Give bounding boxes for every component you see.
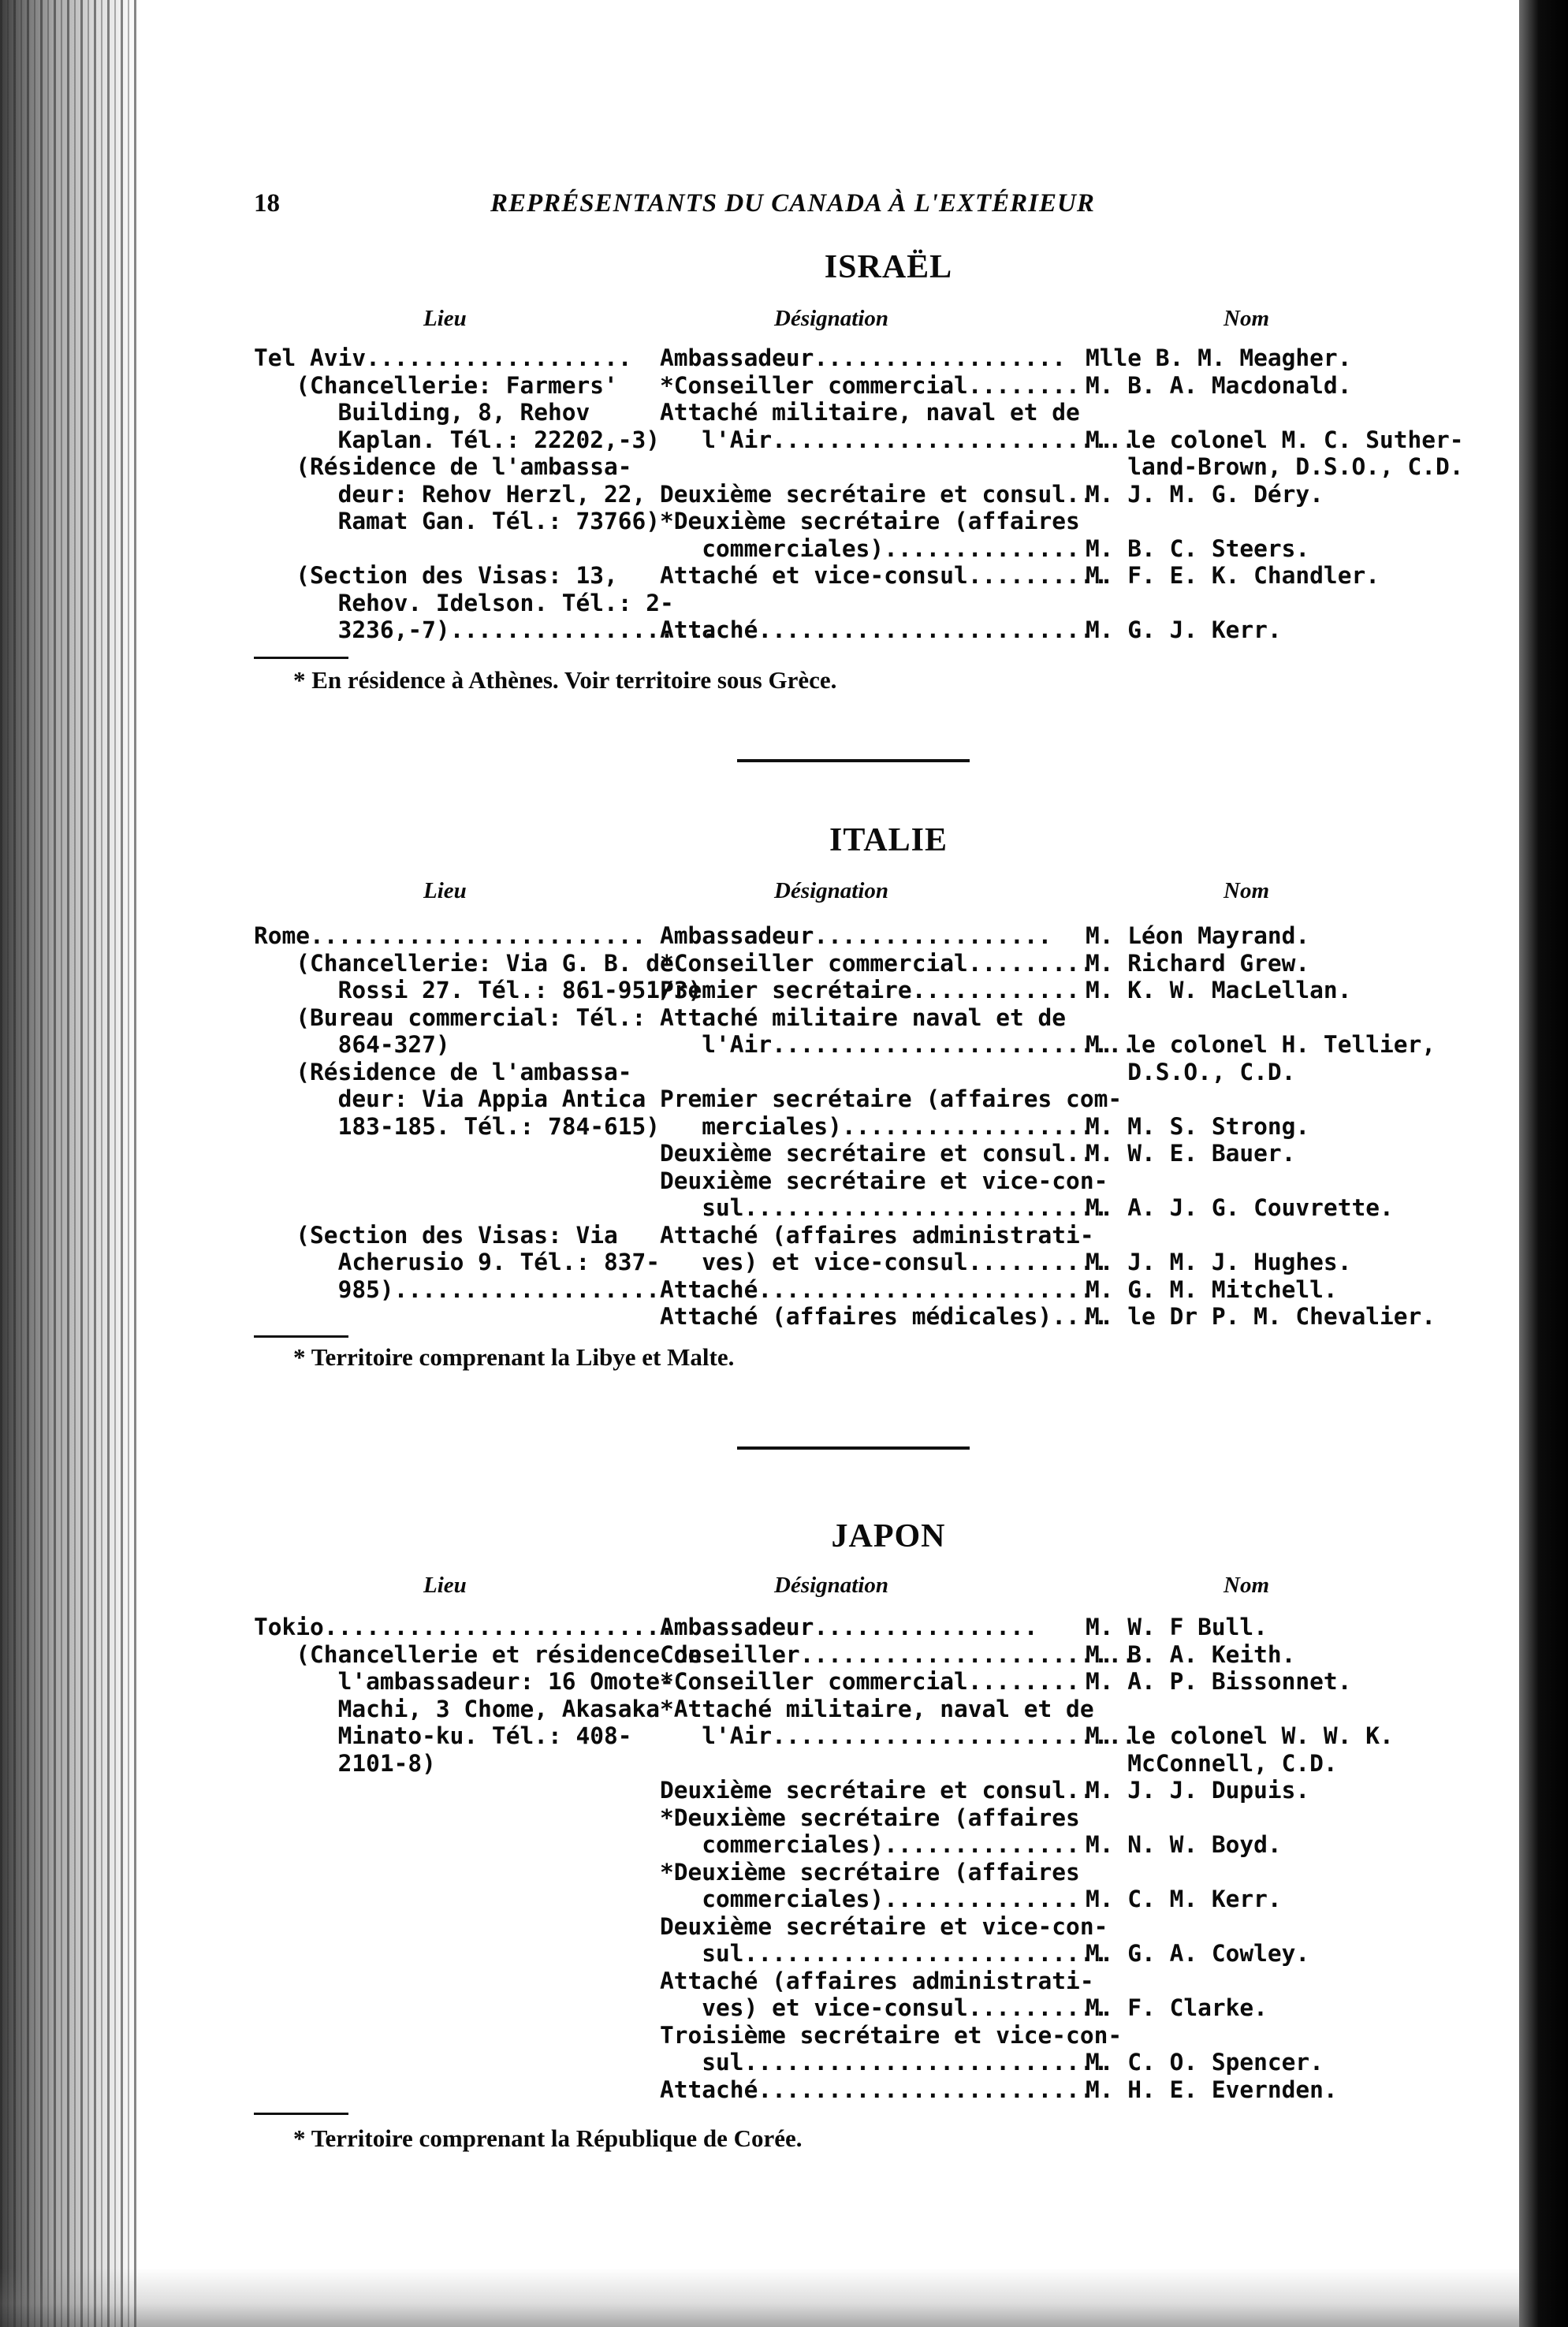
column-header-nom: Nom xyxy=(1223,878,1269,903)
section-separator xyxy=(737,759,970,762)
column-header-designation: Désignation xyxy=(774,878,889,903)
footnote: * Territoire comprenant la République de Corée. xyxy=(293,2124,803,2152)
section-italie xyxy=(254,821,1452,1389)
column-header-lieu: Lieu xyxy=(423,878,467,903)
footnote: * Territoire comprenant la Libye et Malte. xyxy=(293,1343,735,1371)
nom-column: M. Léon Mayrand. M. Richard Grew. M. K. W. MacLellan. M. le colonel H. Tellier, D.S.O., C.D. M. M. S. Strong. M. W. E. Bauer. M. A. J. G. Couvrette. M. J. M. J. Hughes. M. G. M. Mitchell. M. le Dr P. M. Chevalier. xyxy=(1086,922,1436,1330)
column-header-lieu: Lieu xyxy=(423,1573,467,1598)
footnote-rule xyxy=(254,2113,348,2115)
column-header-nom: Nom xyxy=(1223,306,1269,331)
footnote-rule xyxy=(254,1335,348,1338)
nom-column: Mlle B. M. Meagher. M. B. A. Macdonald. M. le colonel M. C. Suther- land-Brown, D.S.O., C.D. M. J. M. G. Déry. M. B. C. Steers. M. F. E. K. Chandler. M. G. J. Kerr. xyxy=(1086,344,1464,643)
designation-column: Ambassadeur.................. *Conseiller commercial........ Attaché militaire, naval et de l'Air.......................... Deuxième secrétaire et consul.. *Deuxième secrétaire (affaires commerciales).............. Attaché et vice-consul.......... Attaché........................ xyxy=(660,344,1136,643)
column-header-lieu: Lieu xyxy=(423,306,467,331)
lieu-column: Tokio......................... (Chancellerie et résidence de l'ambassadeur: 16 Omote- Machi, 3 Chome, Akasaka Minato-ku. Tél.: 408- 2101-8) xyxy=(254,1614,702,1777)
section-japon xyxy=(254,1517,1452,2180)
column-header-nom: Nom xyxy=(1223,1573,1269,1598)
designation-column: Ambassadeur................. *Conseiller commercial......... Premier secrétaire............ Attaché militaire naval et de l'Air.......................... Premier secrétaire (affaires com- merciales).................. Deuxième secrétaire et consul.. Deuxième secrétaire et vice-con- sul.......................... Attaché (affaires administrati- ves) et vice-consul.......... Attaché........................ Attaché (affaires médicales).... xyxy=(660,922,1136,1330)
column-header-designation: Désignation xyxy=(774,306,889,331)
running-title: REPRÉSENTANTS DU CANADA À L'EXTÉRIEUR xyxy=(490,189,1095,218)
designation-column: Ambassadeur................ Conseiller........................ *Conseiller commercial........ *Attaché militaire, naval et de l'Air.......................... Deuxième secrétaire et consul.. *Deuxième secrétaire (affaires commerciales).............. *Deuxième secrétaire (affaires commerciales).............. Deuxième secrétaire et vice-con- sul.......................... Attaché (affaires administrati- ves) et vice-consul.......... Troisième secrétaire et vice-con- sul.......................... Attaché........................ xyxy=(660,1614,1136,2103)
section-separator xyxy=(737,1446,970,1450)
page-left-edge-shadow xyxy=(0,0,138,2327)
lieu-column: Tel Aviv................... (Chancellerie: Farmers' Building, 8, Rehov Kaplan. Tél.: 22202,-3) (Résidence de l'ambassa- deur: Rehov Herzl, 22, Ramat Gan. Tél.: 73766) (Section des Visas: 13, Rehov. Idelson. Tél.: 2- 3236,-7)................... xyxy=(254,344,717,643)
page-number: 18 xyxy=(254,189,280,218)
column-header-designation: Désignation xyxy=(774,1573,889,1598)
page-right-edge-shadow xyxy=(1519,0,1568,2327)
section-israel xyxy=(254,248,1464,713)
footnote-rule xyxy=(254,657,348,659)
lieu-column: Rome........................ (Chancellerie: Via G. B. de Rossi 27. Tél.: 861-951/3) (Bureau commercial: Tél.: 864-327) (Résidence de l'ambassa- deur: Via Appia Antica 183-185. Tél.: 784-615) (Section des Visas: Via Acherusio 9. Tél.: 837- 985)................... xyxy=(254,922,702,1303)
section-title: ITALIE xyxy=(829,822,948,858)
section-title: ISRAËL xyxy=(824,249,953,285)
page-bottom-edge-shadow xyxy=(0,2268,1519,2327)
nom-column: M. W. F Bull. M. B. A. Keith. M. A. P. Bissonnet. M. le colonel W. W. K. McConnell, C.D. M. J. J. Dupuis. M. N. W. Boyd. M. C. M. Kerr. M. G. A. Cowley. M. F. Clarke. M. C. O. Spencer. M. H. E. Evernden. xyxy=(1086,1614,1394,2103)
footnote: * En résidence à Athènes. Voir territoire sous Grèce. xyxy=(293,666,837,694)
section-title: JAPON xyxy=(831,1518,946,1554)
page-header xyxy=(254,189,1294,229)
